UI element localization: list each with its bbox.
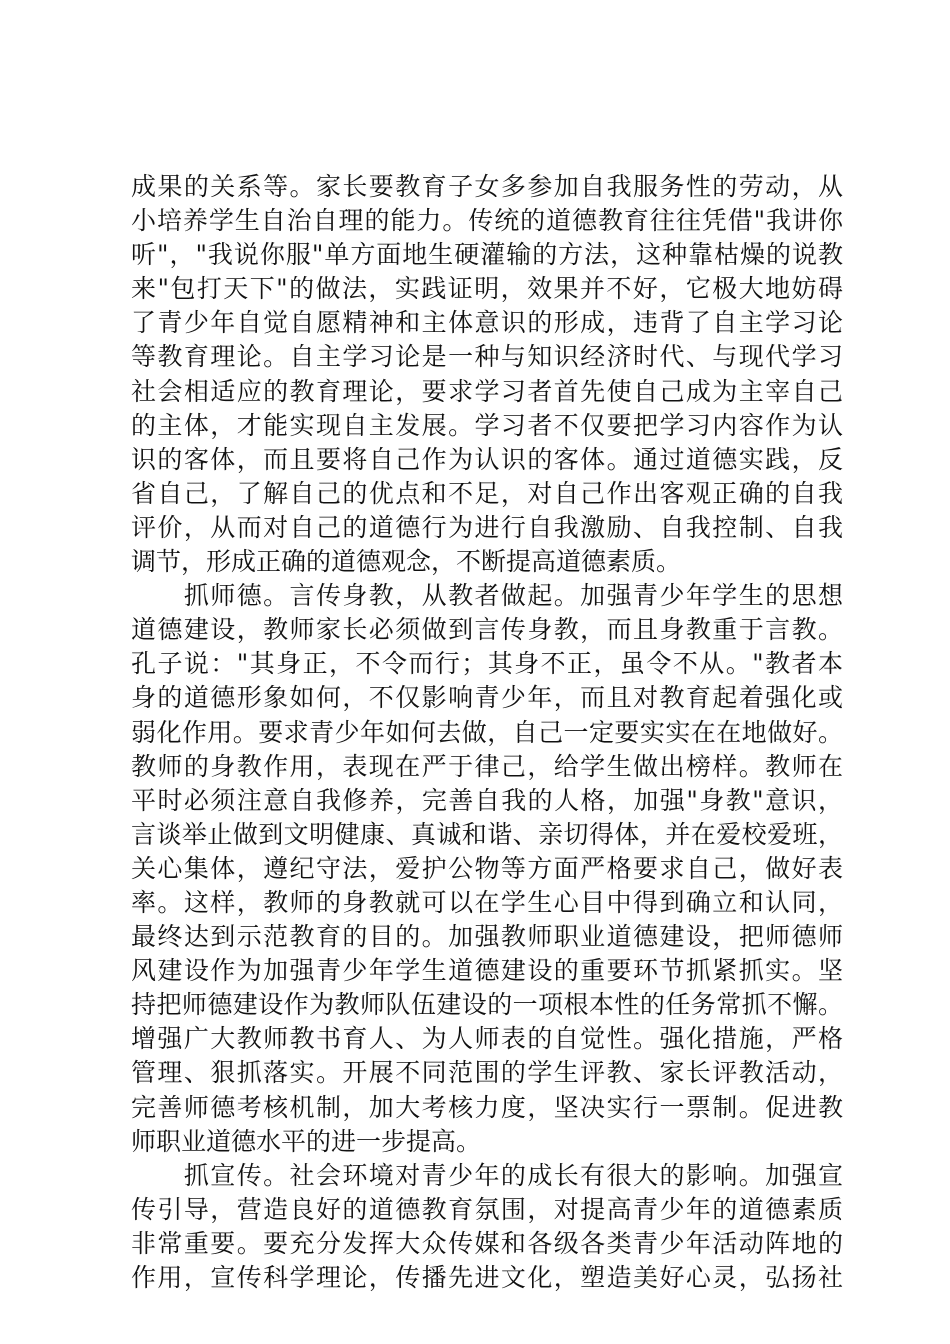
text-line: 小培养学生自治自理的能力。传统的道德教育往往凭借"我讲你 [131, 206, 843, 236]
text-line: 等教育理论。自主学习论是一种与知识经济时代、与现代学习 [131, 342, 843, 372]
text-line: 完善师德考核机制，加大考核力度，坚决实行一票制。促进教 [131, 1092, 843, 1122]
text-line: 风建设作为加强青少年学生道德建设的重要环节抓紧抓实。坚 [131, 956, 843, 986]
text-line: 道德建设，教师家长必须做到言传身教，而且身教重于言教。 [131, 615, 843, 645]
text-line: 弱化作用。要求青少年如何去做，自己一定要实实在在地做好。 [131, 717, 843, 747]
text-line: 来"包打天下"的做法，实践证明，效果并不好，它极大地妨碍 [131, 274, 843, 304]
text-line: 平时必须注意自我修养，完善自我的人格，加强"身教"意识， [131, 785, 843, 815]
body-paragraph [131, 170, 843, 579]
text-line: 非常重要。要充分发挥大众传媒和各级各类青少年活动阵地的 [131, 1228, 843, 1258]
text-line: 管理、狠抓落实。开展不同范围的学生评教、家长评教活动， [131, 1058, 843, 1088]
document-body [131, 170, 843, 1295]
text-line: 率。这样，教师的身教就可以在学生心目中得到确立和认同， [131, 887, 843, 917]
text-line: 身的道德形象如何，不仅影响青少年，而且对教育起着强化或 [131, 683, 843, 713]
text-line: 评价，从而对自己的道德行为进行自我激励、自我控制、自我 [131, 512, 843, 542]
text-line: 识的客体，而且要将自己作为认识的客体。通过道德实践，反 [131, 444, 843, 474]
text-line: 听"，"我说你服"单方面地生硬灌输的方法，这种靠枯燥的说教 [131, 240, 843, 270]
text-line: 孔子说："其身正，不令而行；其身不正，虽令不从。"教者本 [131, 649, 843, 679]
body-paragraph [131, 1159, 843, 1295]
text-line: 师职业道德水平的进一步提高。 [131, 1126, 482, 1156]
text-line: 持把师德建设作为教师队伍建设的一项根本性的任务常抓不懈。 [131, 990, 843, 1020]
text-line: 的主体，才能实现自主发展。学习者不仅要把学习内容作为认 [131, 410, 843, 440]
text-line: 社会相适应的教育理论，要求学习者首先使自己成为主宰自己 [131, 376, 843, 406]
text-line: 增强广大教师教书育人、为人师表的自觉性。强化措施，严格 [131, 1024, 843, 1054]
text-line: 省自己，了解自己的优点和不足，对自己作出客观正确的自我 [131, 478, 843, 508]
text-line: 调节，形成正确的道德观念，不断提高道德素质。 [131, 547, 682, 577]
text-line: 言谈举止做到文明健康、真诚和谐、亲切得体，并在爱校爱班， [131, 819, 843, 849]
text-line: 作用，宣传科学理论，传播先进文化，塑造美好心灵，弘扬社 [131, 1263, 843, 1292]
text-line: 关心集体，遵纪守法，爱护公物等方面严格要求自己，做好表 [131, 853, 843, 883]
text-line: 抓宣传。社会环境对青少年的成长有很大的影响。加强宣 [131, 1160, 843, 1190]
body-paragraph [131, 579, 843, 1159]
text-line: 传引导，营造良好的道德教育氛围，对提高青少年的道德素质 [131, 1194, 843, 1224]
text-line: 教师的身教作用，表现在严于律己，给学生做出榜样。教师在 [131, 751, 843, 781]
text-line: 了青少年自觉自愿精神和主体意识的形成，违背了自主学习论 [131, 308, 843, 338]
text-line: 抓师德。言传身教，从教者做起。加强青少年学生的思想 [131, 581, 843, 611]
text-line: 成果的关系等。家长要教育子女多参加自我服务性的劳动，从 [131, 172, 843, 201]
text-line: 最终达到示范教育的目的。加强教师职业道德建设，把师德师 [131, 922, 843, 952]
